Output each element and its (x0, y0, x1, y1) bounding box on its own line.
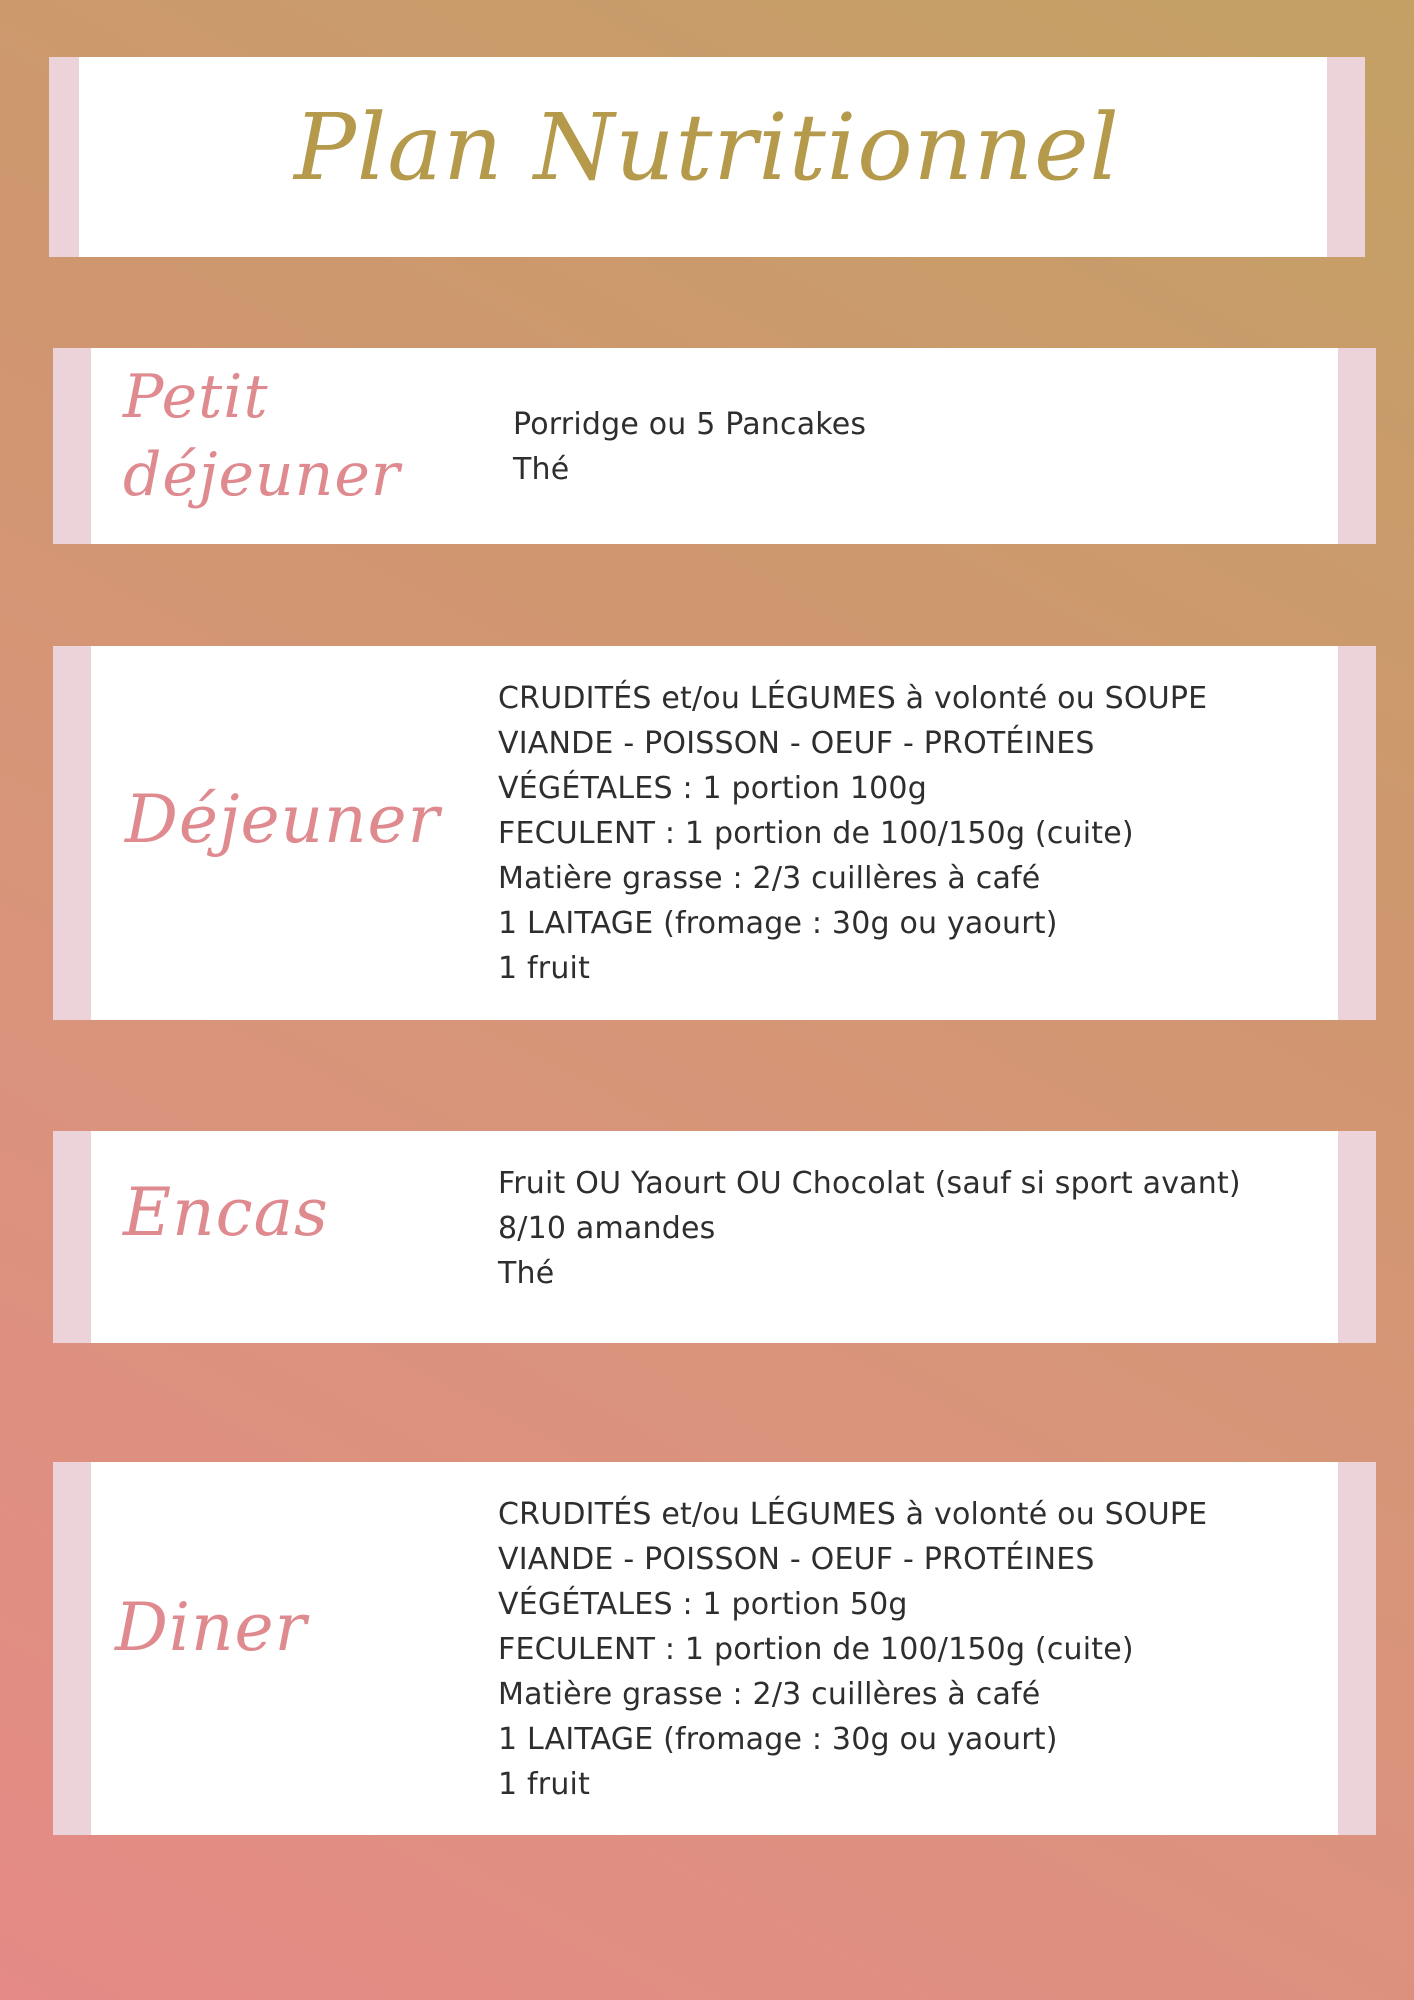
meal-card-left-accent (53, 646, 91, 1020)
meal-card-diner (53, 1462, 1376, 1835)
meal-card-right-accent (1338, 646, 1376, 1020)
meal-label (123, 1175, 329, 1251)
meal-item: Fruit OU Yaourt OU Chocolat (sauf si sport avant) (498, 1166, 1241, 1201)
meal-label (123, 358, 401, 514)
meal-item: Matière grasse : 2/3 cuillères à café (498, 1677, 1041, 1712)
meal-item: VÉGÉTALES : 1 portion 50g (498, 1587, 908, 1622)
meal-item: CRUDITÉS et/ou LÉGUMES à volonté ou SOUPE (498, 1497, 1208, 1532)
meal-item: VIANDE - POISSON - OEUF - PROTÉINES (498, 1542, 1095, 1577)
meal-item: Thé (513, 452, 570, 487)
title-banner (49, 57, 1365, 257)
meal-item: 1 fruit (498, 951, 591, 986)
meal-items-list (498, 1492, 1207, 1807)
meal-item: Matière grasse : 2/3 cuillères à café (498, 861, 1041, 896)
meal-item: Porridge ou 5 Pancakes (513, 407, 867, 442)
meal-label (115, 1590, 307, 1666)
meal-card-right-accent (1338, 1131, 1376, 1343)
meal-label-line: Petit (123, 362, 269, 432)
meal-item: FECULENT : 1 portion de 100/150g (cuite) (498, 1632, 1134, 1667)
meal-item: 8/10 amandes (498, 1211, 716, 1246)
meal-label-line: Diner (115, 1589, 308, 1666)
meal-item: Thé (498, 1256, 555, 1291)
meal-items-list (498, 676, 1207, 991)
meal-item: VIANDE - POISSON - OEUF - PROTÉINES (498, 726, 1095, 761)
meal-items-list (498, 1161, 1241, 1296)
meal-items-list (513, 402, 866, 492)
meal-card-petit-dejeuner (53, 348, 1376, 544)
meal-card-encas (53, 1131, 1376, 1343)
meal-label-line: Encas (123, 1174, 329, 1251)
meal-label (125, 782, 440, 858)
meal-label-line: Déjeuner (125, 781, 441, 858)
meal-card-dejeuner (53, 646, 1376, 1020)
meal-item: 1 fruit (498, 1767, 591, 1802)
meal-item: 1 LAITAGE (fromage : 30g ou yaourt) (498, 1722, 1058, 1757)
meal-card-right-accent (1338, 1462, 1376, 1835)
meal-card-left-accent (53, 1131, 91, 1343)
meal-item: CRUDITÉS et/ou LÉGUMES à volonté ou SOUPE (498, 681, 1208, 716)
meal-card-right-accent (1338, 348, 1376, 544)
meal-card-left-accent (53, 1462, 91, 1835)
page-title: Plan Nutritionnel (294, 93, 1120, 201)
meal-label-line: déjeuner (123, 440, 401, 510)
meal-item: FECULENT : 1 portion de 100/150g (cuite) (498, 816, 1134, 851)
meal-item: 1 LAITAGE (fromage : 30g ou yaourt) (498, 906, 1058, 941)
meal-item: VÉGÉTALES : 1 portion 100g (498, 771, 927, 806)
meal-card-left-accent (53, 348, 91, 544)
